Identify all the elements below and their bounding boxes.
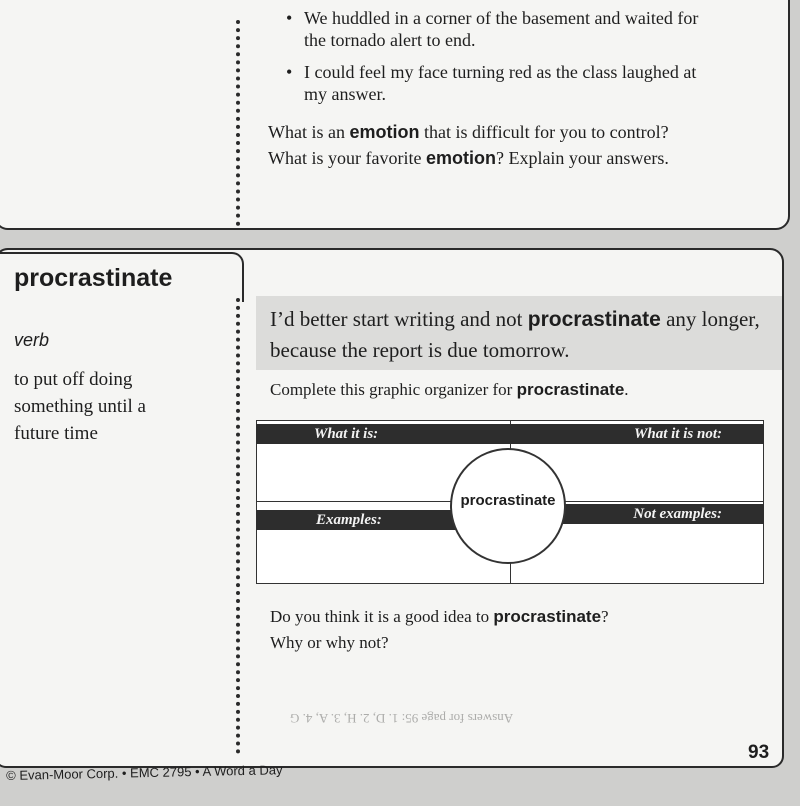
emotion-question-2 xyxy=(268,146,669,170)
keyword: procrastinate xyxy=(527,308,661,331)
reflection-question xyxy=(270,604,750,656)
keyword: emotion xyxy=(425,148,496,168)
answers-show-through: Answers for page 95: 1. D, 2. H, 3. A, 4. G xyxy=(290,711,514,726)
text: I’d better start writing and not xyxy=(270,307,528,331)
instruction xyxy=(270,380,629,400)
bullet-text: We huddled in a corner of the basement and waited for xyxy=(304,8,699,28)
bullet-text: my answer. xyxy=(304,84,386,104)
organizer-center-word: procrastinate xyxy=(460,492,556,509)
examples-label: Examples: xyxy=(316,512,382,528)
text: . xyxy=(624,380,629,399)
bullet-text: I could feel my face turning red as the class laughed at xyxy=(304,62,697,82)
footer-credit: © Evan-Moor Corp. • EMC 2795 • A Word a Day xyxy=(6,762,283,783)
definition xyxy=(14,366,214,447)
dotted-divider xyxy=(236,298,240,754)
definition-line: something until a xyxy=(14,396,146,417)
bullet-text: the tornado alert to end. xyxy=(304,30,476,50)
definition-line: to put off doing xyxy=(14,369,133,390)
bullet-marker: • xyxy=(286,8,293,28)
keyword: procrastinate xyxy=(516,380,625,399)
what-it-is-not-header xyxy=(510,424,764,444)
page-number: 93 xyxy=(748,742,770,763)
graphic-organizer xyxy=(256,420,764,584)
part-of-speech: verb xyxy=(14,330,50,350)
definition-line: future time xyxy=(14,423,98,444)
dotted-divider xyxy=(236,20,240,226)
text: that is difficult for you to control? xyxy=(419,122,669,142)
not-examples-label: Not examples: xyxy=(633,506,722,522)
what-it-is-not-label: What it is not: xyxy=(634,426,722,442)
what-it-is-header xyxy=(256,424,511,444)
bullet-marker: • xyxy=(286,62,293,82)
text: Do you think it is a good idea to xyxy=(270,607,494,626)
example-sentence xyxy=(270,304,780,365)
text: What is an xyxy=(268,122,350,142)
question-line xyxy=(270,604,750,630)
text: ? xyxy=(601,607,609,626)
word-title: procrastinate xyxy=(14,264,173,292)
text: ? Explain your answers. xyxy=(495,148,669,168)
keyword: procrastinate xyxy=(493,607,602,626)
text: What is your favorite xyxy=(268,148,426,168)
keyword: emotion xyxy=(349,122,420,142)
what-it-is-label: What it is: xyxy=(314,426,379,442)
question-line: Why or why not? xyxy=(270,633,389,652)
text: any longer, because the report is due tomorrow. xyxy=(270,307,760,362)
text: Complete this graphic organizer for xyxy=(270,380,517,399)
emotion-question-1 xyxy=(268,120,669,144)
